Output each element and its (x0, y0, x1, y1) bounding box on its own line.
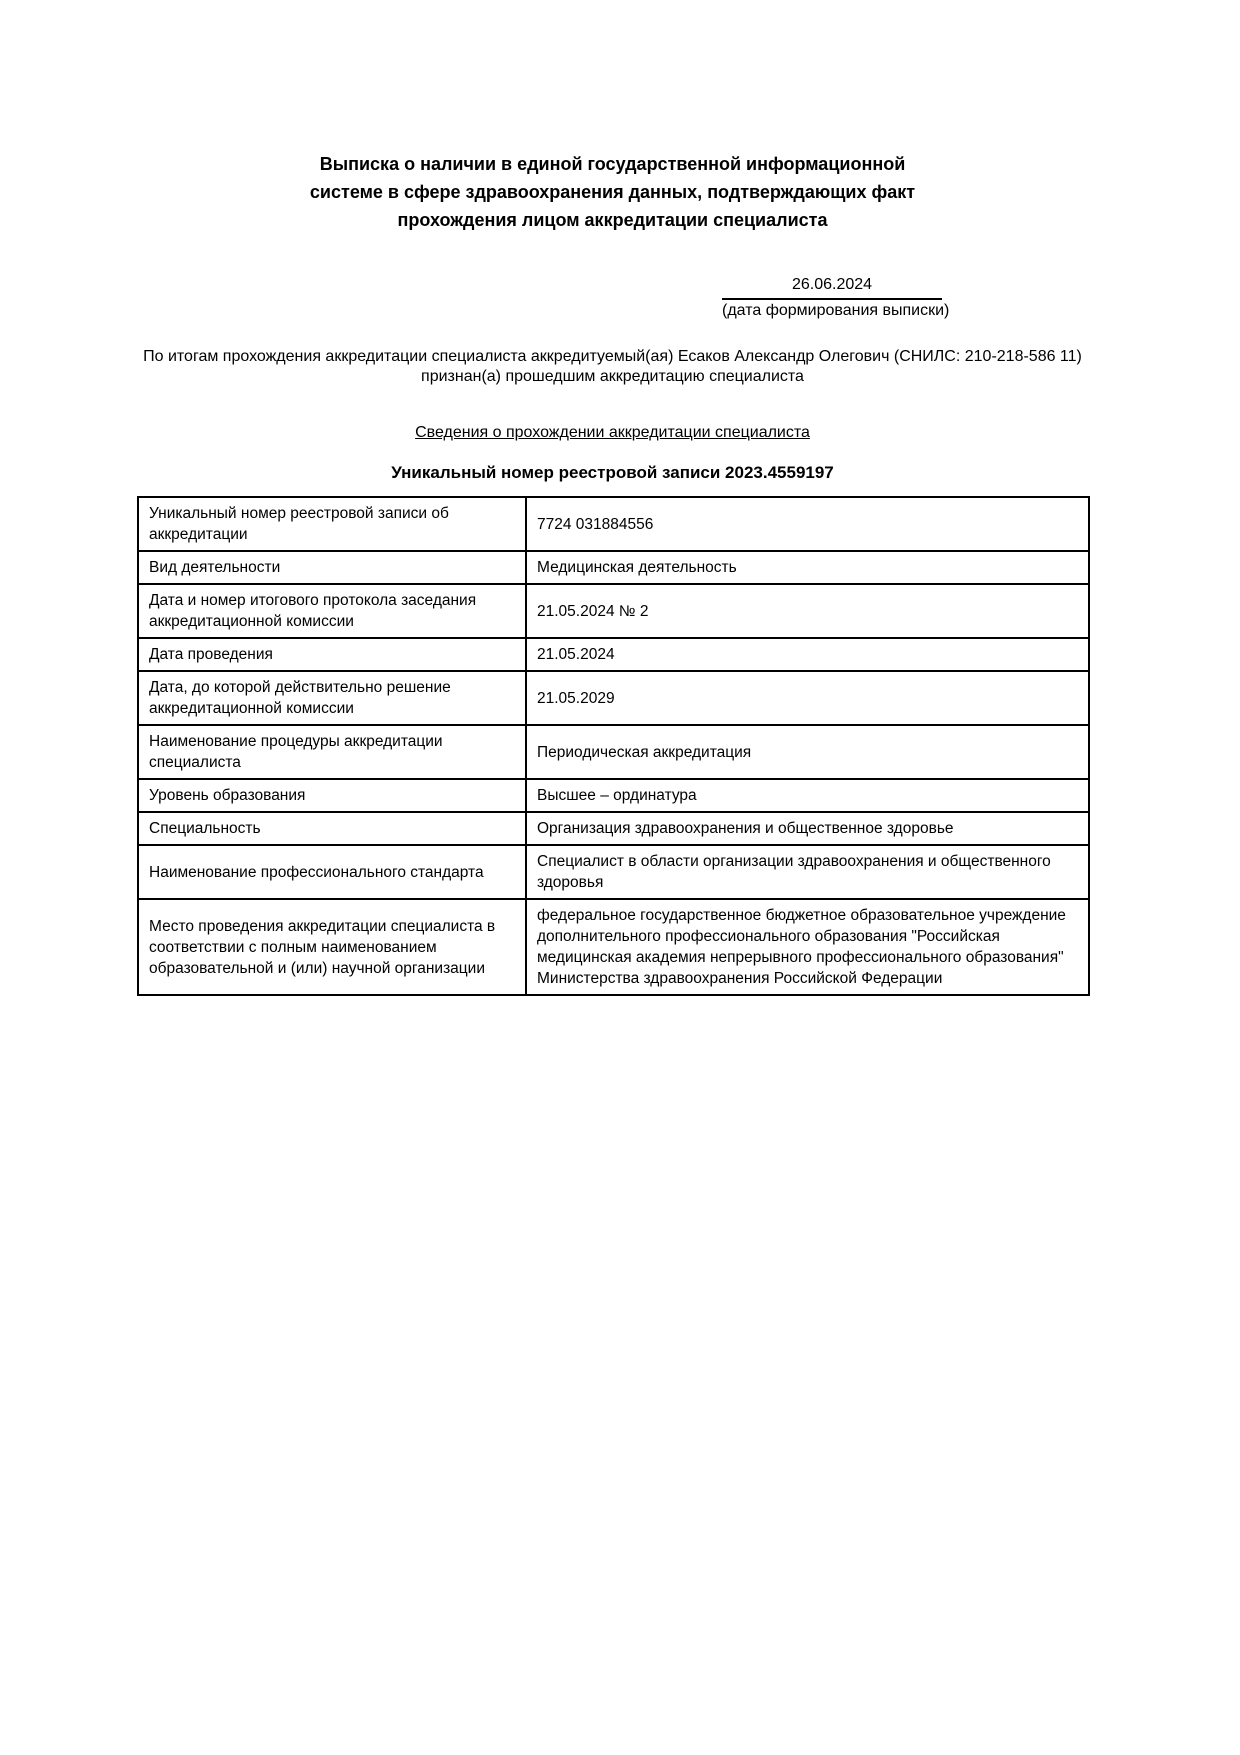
section-heading: Сведения о прохождении аккредитации специалиста (415, 424, 810, 441)
extract-date: 26.06.2024 (722, 275, 942, 300)
table-row (138, 671, 1089, 725)
row-label: Специальность (138, 812, 526, 845)
table-row (138, 551, 1089, 584)
table-row (138, 497, 1089, 551)
row-value: Организация здравоохранения и общественное здоровье (526, 812, 1089, 845)
row-label: Уникальный номер реестровой записи об аккредитации (138, 497, 526, 551)
intro-line: По итогам прохождения аккредитации специалиста аккредитуемый(ая) Есаков Александр Олегович (СНИЛС: 210-218-586 11) (143, 348, 1082, 365)
intro-line: признан(а) прошедшим аккредитацию специалиста (421, 368, 804, 385)
table-row (138, 779, 1089, 812)
table-row (138, 584, 1089, 638)
row-value: 21.05.2029 (526, 671, 1089, 725)
row-value: Специалист в области организации здравоохранения и общественного здоровья (526, 845, 1089, 899)
row-value: 21.05.2024 № 2 (526, 584, 1089, 638)
row-label: Дата, до которой действительно решение аккредитационной комиссии (138, 671, 526, 725)
table-row (138, 899, 1089, 995)
table-row (138, 845, 1089, 899)
row-label: Дата проведения (138, 638, 526, 671)
document-title-line: Выписка о наличии в единой государственной информационной (319, 154, 906, 174)
row-value: Периодическая аккредитация (526, 725, 1089, 779)
row-label: Наименование процедуры аккредитации специалиста (138, 725, 526, 779)
document-content (137, 150, 1088, 996)
row-value: 21.05.2024 (526, 638, 1089, 671)
extract-date-caption: (дата формирования выписки) (722, 302, 950, 319)
table-row (138, 725, 1089, 779)
row-label: Наименование профессионального стандарта (138, 845, 526, 899)
document-title-line: системе в сфере здравоохранения данных, подтверждающих факт (309, 182, 916, 202)
row-label: Место проведения аккредитации специалиста в соответствии с полным наименованием образовательной и (или) научной организации (138, 899, 526, 995)
document-title-line: прохождения лицом аккредитации специалиста (397, 210, 828, 230)
accreditation-table (137, 496, 1090, 996)
row-value: 7724 031884556 (526, 497, 1089, 551)
row-label: Вид деятельности (138, 551, 526, 584)
table-row (138, 812, 1089, 845)
intro-paragraph (137, 347, 1088, 387)
row-value: федеральное государственное бюджетное образовательное учреждение дополнительного профессионального образования "Российская медицинская академия непрерывного профессионального образования" Министерства здравоохранения Российской Федерации (526, 899, 1089, 995)
registry-number-heading: Уникальный номер реестровой записи 2023.4559197 (391, 463, 834, 482)
document-title (137, 150, 1088, 234)
row-label: Дата и номер итогового протокола заседания аккредитационной комиссии (138, 584, 526, 638)
extract-date-block (722, 275, 950, 321)
row-value: Высшее – ординатура (526, 779, 1089, 812)
table-row (138, 638, 1089, 671)
row-label: Уровень образования (138, 779, 526, 812)
row-value: Медицинская деятельность (526, 551, 1089, 584)
